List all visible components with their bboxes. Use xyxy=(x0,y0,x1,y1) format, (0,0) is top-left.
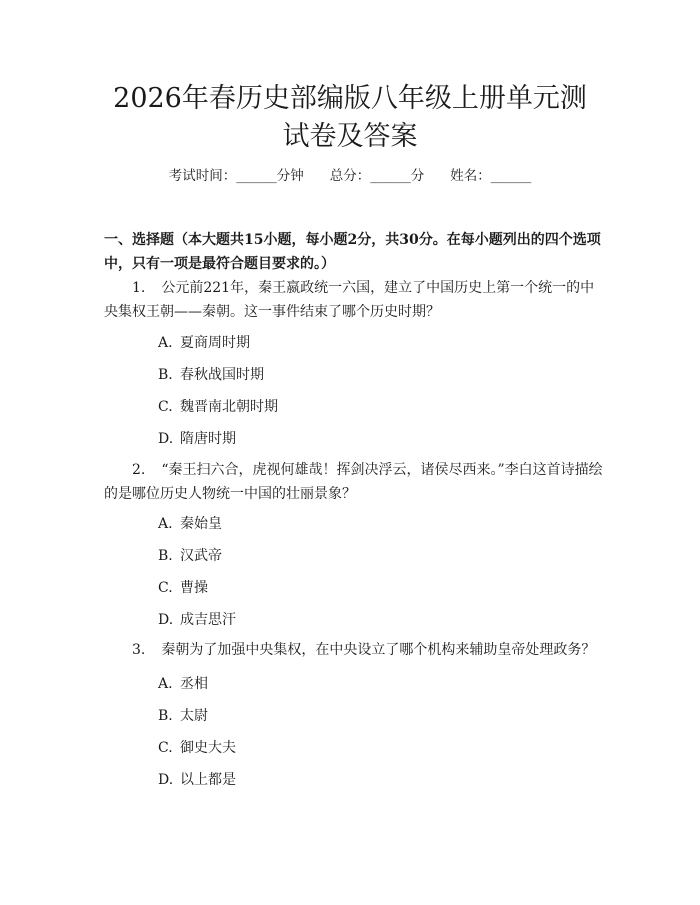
option-letter: C. xyxy=(158,399,173,415)
option-text: 隋唐时期 xyxy=(180,431,236,447)
option-text: 成吉思汗 xyxy=(180,612,236,628)
question-2-option-d xyxy=(158,610,598,630)
question-3-option-c xyxy=(158,738,598,758)
option-text: 夏商周时期 xyxy=(180,335,250,351)
option-text: 曹操 xyxy=(180,580,208,596)
option-letter: D. xyxy=(158,612,174,628)
question-text: “秦王扫六合，虎视何雄哉！挥剑决浮云，诸侯尽西来。”李白这首诗描绘的是哪位历史人物统一中国的壮丽景象？ xyxy=(104,462,603,502)
option-letter: D. xyxy=(158,431,174,447)
option-letter: A. xyxy=(158,676,173,692)
section-heading-multiple-choice: 一、选择题（本大题共15小题，每小题2分，共30分。在每小题列出的四个选项中，只有一项是最符合题目要求的。） xyxy=(104,232,601,272)
option-text: 丞相 xyxy=(180,676,208,692)
question-3 xyxy=(104,638,604,662)
option-text: 春秋战国时期 xyxy=(180,367,264,383)
question-2-option-a xyxy=(158,514,598,534)
student-name-field: 姓名：______ xyxy=(450,168,532,184)
option-letter: B. xyxy=(158,548,173,564)
exam-info-line xyxy=(0,166,700,186)
option-text: 汉武帝 xyxy=(180,548,222,564)
question-1 xyxy=(104,276,604,324)
option-text: 御史大夫 xyxy=(180,740,236,756)
option-text: 以上都是 xyxy=(180,772,236,788)
option-letter: B. xyxy=(158,367,173,383)
question-3-option-a xyxy=(158,674,598,694)
question-1-option-d xyxy=(158,429,598,449)
question-text: 公元前221年，秦王嬴政统一六国，建立了中国历史上第一个统一的中央集权王朝——秦朝。这一事件结束了哪个历史时期？ xyxy=(104,280,595,320)
option-letter: B. xyxy=(158,708,173,724)
question-number: 1. xyxy=(132,280,146,296)
question-1-option-b xyxy=(158,365,598,385)
total-score-field: 总分：______分 xyxy=(329,168,425,184)
question-1-option-c xyxy=(158,397,598,417)
option-text: 太尉 xyxy=(180,708,208,724)
option-text: 秦始皇 xyxy=(180,516,222,532)
question-text: 秦朝为了加强中央集权，在中央设立了哪个机构来辅助皇帝处理政务？ xyxy=(161,642,596,658)
question-number: 3. xyxy=(132,642,146,658)
question-1-option-a xyxy=(158,333,598,353)
option-letter: C. xyxy=(158,580,173,596)
question-2-option-c xyxy=(158,578,598,598)
option-letter: A. xyxy=(158,335,173,351)
question-3-option-b xyxy=(158,706,598,726)
exam-time-field: 考试时间：______分钟 xyxy=(168,168,304,184)
question-3-option-d xyxy=(158,770,598,790)
page-title: 2026年春历史部编版八年级上册单元测试卷及答案 xyxy=(113,83,587,152)
question-2-option-b xyxy=(158,546,598,566)
question-number: 2. xyxy=(132,462,146,478)
option-text: 魏晋南北朝时期 xyxy=(180,399,278,415)
option-letter: C. xyxy=(158,740,173,756)
option-letter: D. xyxy=(158,772,174,788)
option-letter: A. xyxy=(158,516,173,532)
question-2 xyxy=(104,458,604,506)
